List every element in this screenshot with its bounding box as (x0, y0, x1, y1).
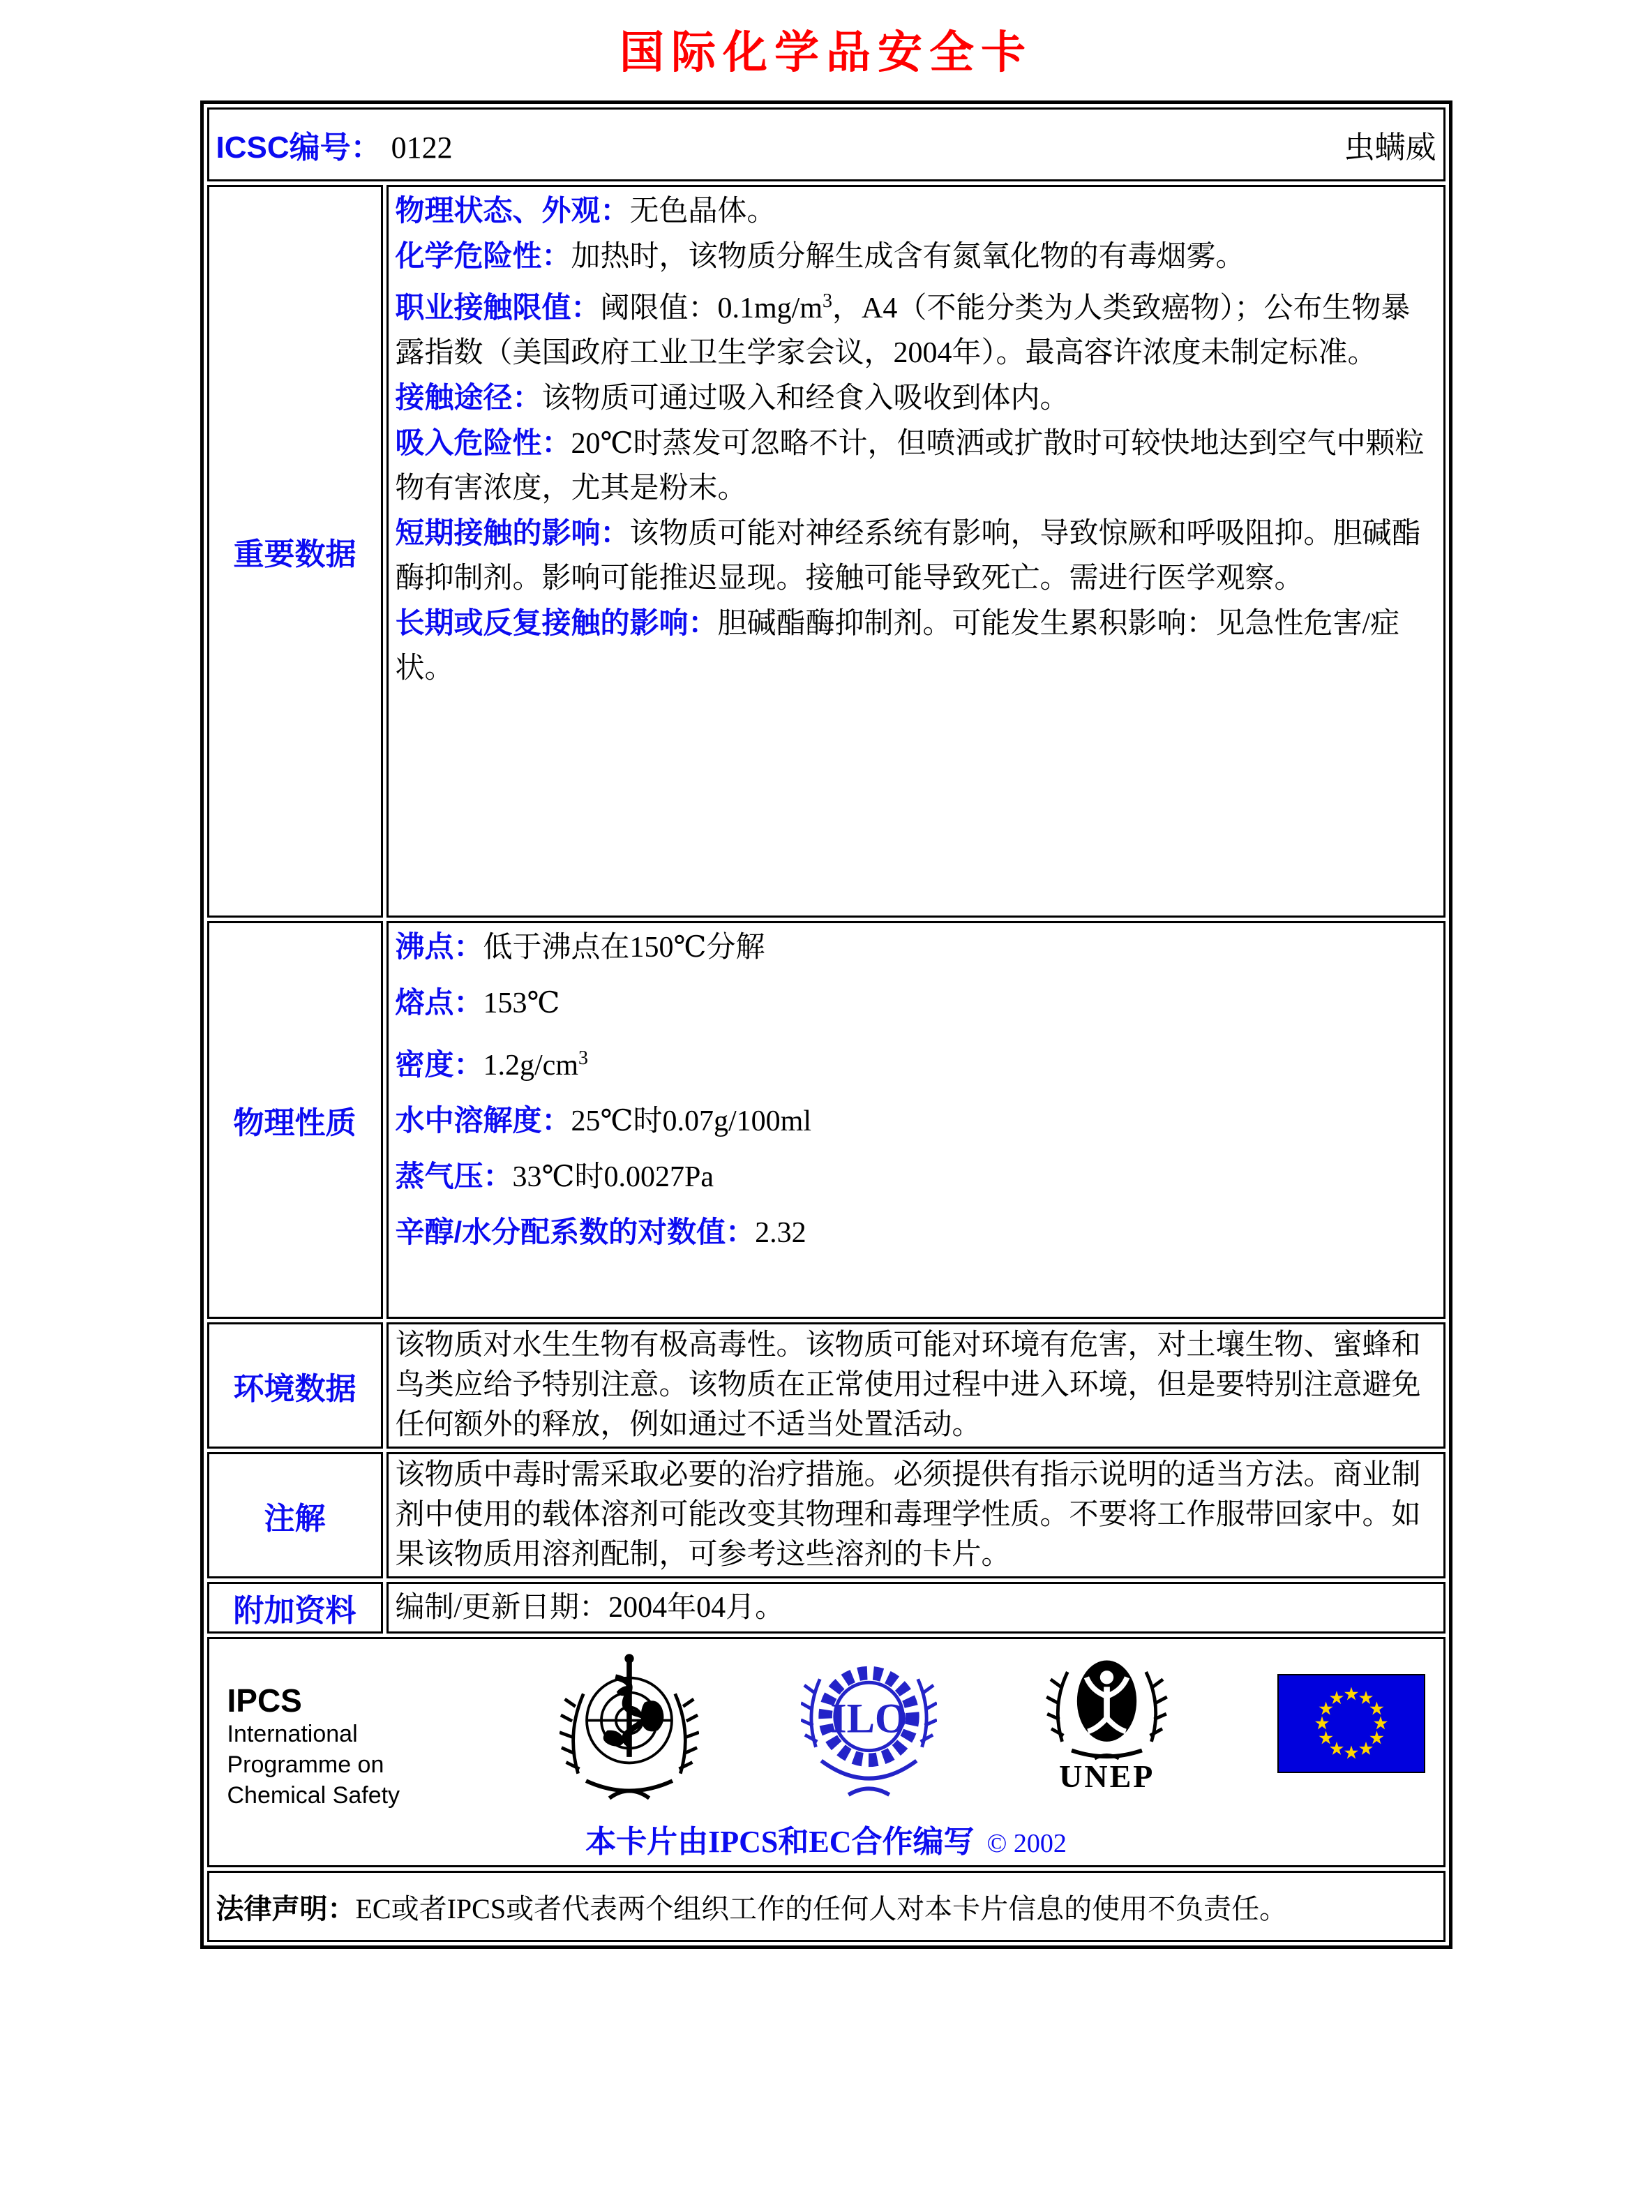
physical-property-item (396, 1036, 1436, 1088)
superscript: 3 (578, 1047, 588, 1069)
important-data-item (396, 188, 1436, 234)
icsc-number-label: ICSC编号： (216, 130, 382, 165)
item-label: 蒸气压： (395, 1160, 513, 1193)
legal-notice-row (207, 1871, 1446, 1942)
item-label: 密度： (395, 1048, 483, 1081)
header-row (207, 107, 1446, 181)
ilo-text: ILO (830, 1695, 908, 1742)
eu-flag-block (1277, 1650, 1425, 1773)
copyright: © 2002 (986, 1829, 1067, 1858)
legal-notice-label: 法律声明： (216, 1893, 356, 1925)
caption-text: 本卡片由IPCS和EC合作编写 (585, 1825, 975, 1859)
icsc-number-value: 0122 (391, 130, 453, 165)
ipcs-block (227, 1650, 458, 1811)
important-data-item (396, 234, 1436, 279)
important-data-item (396, 511, 1436, 601)
item-text: 20℃时蒸发可忽略不计，但喷洒或扩散时可较快地达到空气中颗粒物有害浓度，尤其是粉末。 (395, 428, 1425, 505)
section-label-additional-info: 附加资料 (207, 1582, 383, 1634)
item-label: 沸点： (395, 930, 483, 963)
notes-text: 该物质中毒时需采取必要的治疗措施。必须提供有指示说明的适当方法。商业制剂中使用的载体溶剂可能改变其物理和毒理学性质。不要将工作服带回家中。如果该物质用溶剂配制，可参考这些溶剂的卡片。 (395, 1459, 1421, 1571)
page-title: 国际化学品安全卡 (620, 27, 1032, 77)
item-text: 胆碱酯酶抑制剂。可能发生累积影响：见急性危害/症状。 (395, 608, 1400, 685)
section-label-environmental-data: 环境数据 (207, 1322, 383, 1449)
item-label: 辛醇/水分配系数的对数值： (395, 1216, 756, 1248)
important-data-item (396, 601, 1436, 691)
item-label: 短期接触的影响： (395, 516, 630, 549)
icsc-card-table (200, 100, 1452, 1949)
important-data-item (396, 375, 1436, 421)
physical-property-item (396, 1154, 1436, 1200)
item-text: 2.32 (755, 1217, 806, 1249)
additional-info-content (386, 1582, 1446, 1634)
item-text: ，A4（不能分类为人类致癌物）；公布生物暴露指数（美国政府工业卫生学家会议，2004年）。最高容许浓度未制定标准。 (395, 292, 1411, 369)
physical-property-item (396, 980, 1436, 1026)
environmental-data-content (386, 1322, 1446, 1449)
unep-logo-icon (1039, 1650, 1175, 1762)
item-label: 水中溶解度： (395, 1104, 571, 1137)
superscript: 3 (823, 290, 833, 312)
physical-property-item (396, 925, 1436, 970)
section-label-important-data: 重要数据 (207, 185, 383, 918)
item-label: 长期或反复接触的影响： (395, 606, 718, 639)
ipcs-line: Programme on (227, 1751, 384, 1778)
environmental-data-text: 该物质对水生生物有极高毒性。该物质可能对环境有危害，对土壤生物、蜜蜂和鸟类应给予特别注意。该物质在正常使用过程中进入环境，但是要特别注意避免任何额外的释放，例如通过不适当处置活动。 (395, 1329, 1421, 1441)
item-label: 接触途径： (395, 381, 542, 414)
logos-row (207, 1637, 1446, 1867)
important-data-item (396, 279, 1436, 375)
item-text: 25℃时0.07g/100ml (571, 1105, 812, 1137)
item-text: 低于沸点在150℃分解 (483, 932, 765, 964)
item-text: 33℃时0.0027Pa (512, 1161, 714, 1193)
item-label: 熔点： (395, 986, 483, 1019)
additional-info-label: 编制/更新日期： (395, 1592, 609, 1624)
item-label: 吸入危险性： (395, 426, 571, 459)
who-logo-icon (560, 1650, 699, 1804)
chemical-name: 虫螨威 (1344, 130, 1436, 165)
ipcs-title: IPCS (227, 1682, 302, 1719)
physical-properties-content (386, 921, 1446, 1319)
item-text: 加热时，该物质分解生成含有氮氧化物的有毒烟雾。 (571, 241, 1245, 273)
item-label: 物理状态、外观： (395, 194, 630, 227)
legal-notice-text: EC或者IPCS或者代表两个组织工作的任何人对本卡片信息的使用不负责任。 (355, 1892, 1288, 1925)
item-text: 该物质可通过吸入和经食入吸收到体内。 (541, 382, 1069, 414)
section-label-notes: 注解 (207, 1452, 383, 1578)
additional-info-text: 2004年04月。 (608, 1592, 785, 1624)
item-label: 化学危险性： (395, 239, 571, 272)
item-text: 无色晶体。 (629, 195, 776, 227)
footer-caption (227, 1816, 1425, 1861)
important-data-item (396, 421, 1436, 511)
notes-content (386, 1452, 1446, 1578)
item-label: 职业接触限值： (395, 291, 601, 324)
item-text: 1.2g/cm (483, 1049, 578, 1082)
item-text: 该物质可能对神经系统有影响，导致惊厥和呼吸阻抑。胆碱酯酶抑制剂。影响可能推迟显现。接触可能导致死亡。需进行医学观察。 (395, 518, 1421, 595)
unep-logo-block (1039, 1650, 1175, 1795)
section-label-physical-properties: 物理性质 (207, 921, 383, 1319)
physical-property-item (396, 1098, 1436, 1144)
ilo-logo-icon (801, 1652, 937, 1805)
important-data-content (386, 185, 1446, 918)
ipcs-line: International (227, 1721, 358, 1747)
physical-property-item (396, 1210, 1436, 1255)
unep-text: UNEP (1059, 1758, 1155, 1794)
eu-flag-icon (1277, 1674, 1425, 1773)
item-text: 153℃ (483, 987, 560, 1019)
ipcs-line: Chemical Safety (227, 1782, 400, 1809)
item-text: 阈限值：0.1mg/m (600, 292, 823, 324)
